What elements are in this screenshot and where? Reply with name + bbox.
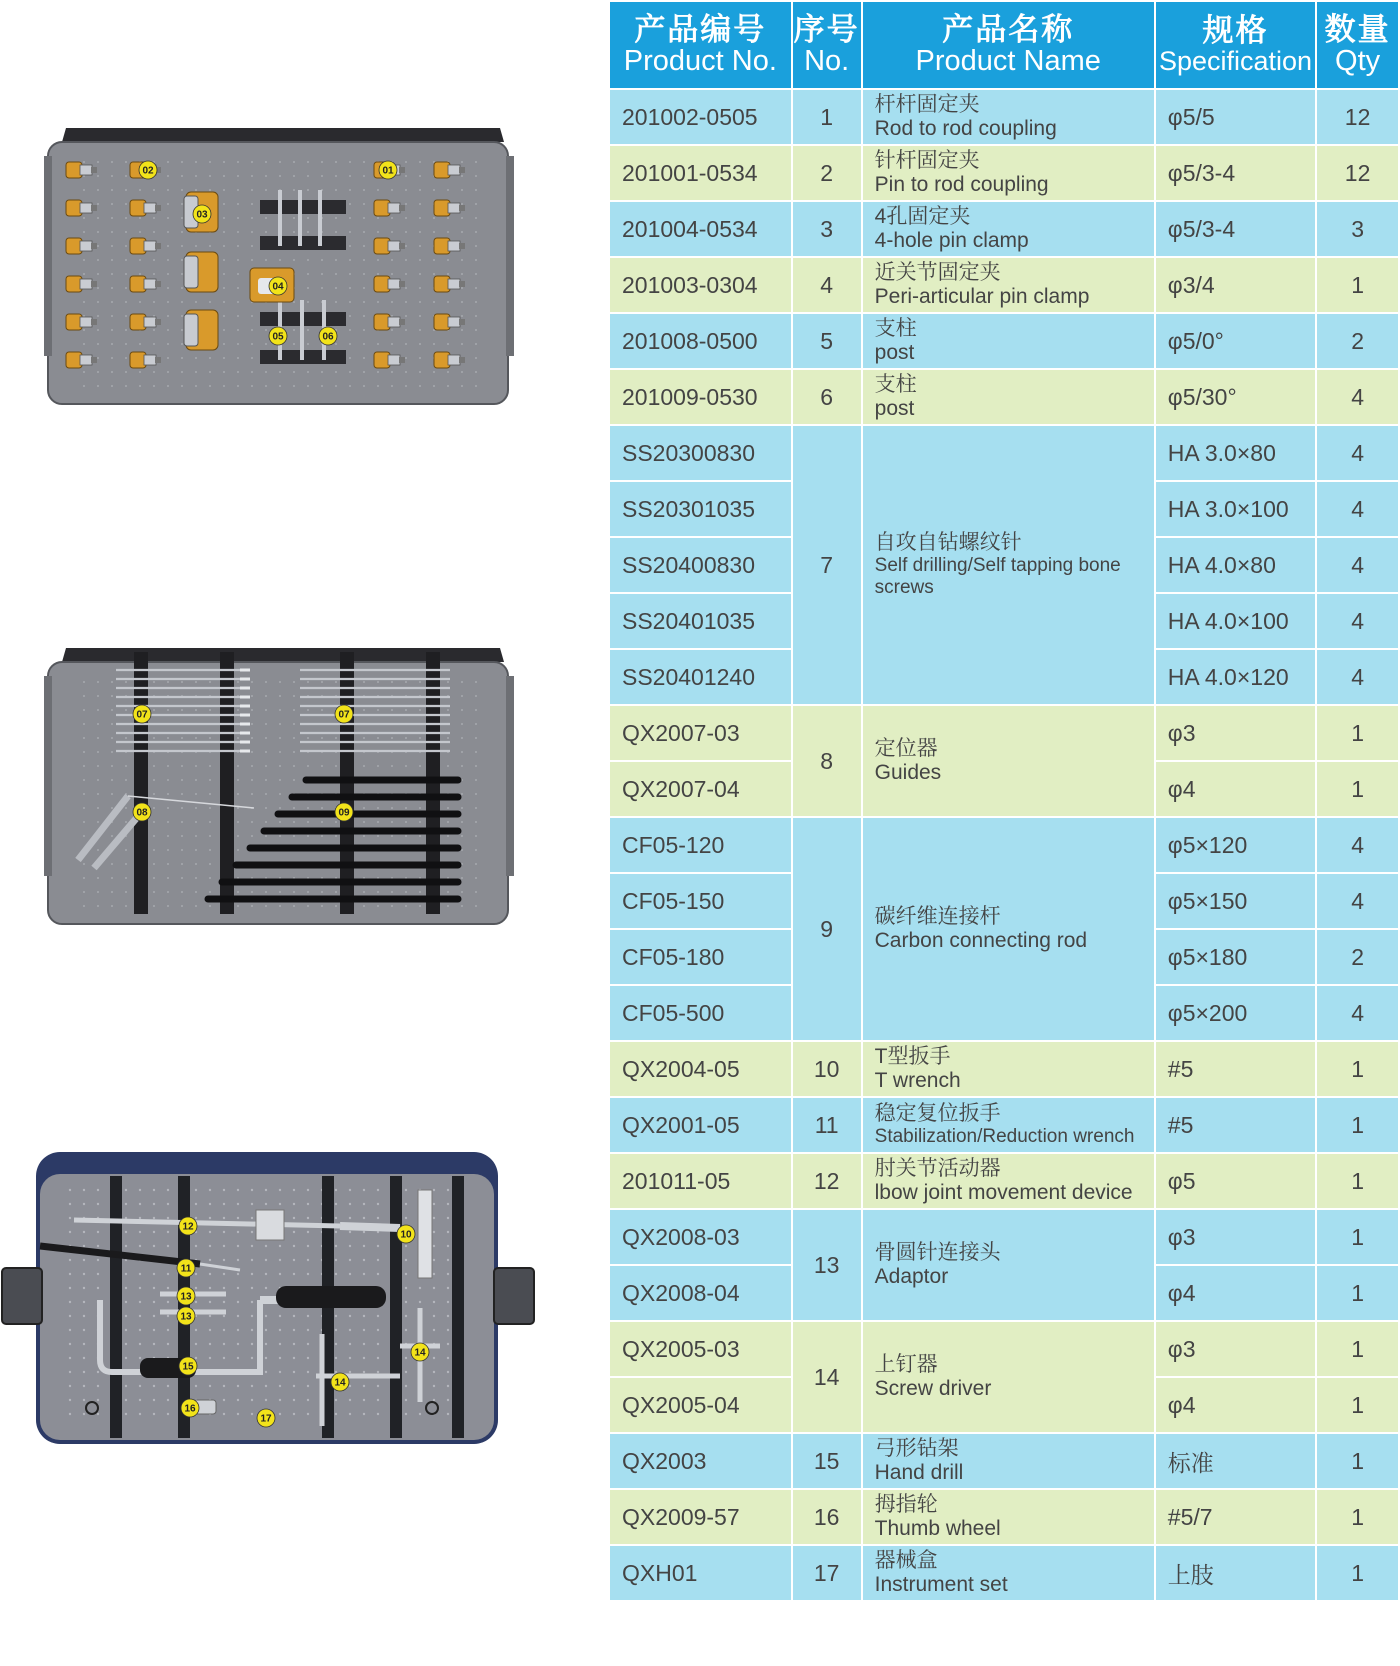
table-row bbox=[610, 1210, 1398, 1264]
quantity-cell: 4 bbox=[1317, 370, 1398, 424]
product-code-cell: QX2005-03 bbox=[610, 1322, 791, 1376]
product-name-zh: 近关节固定夹 bbox=[874, 260, 1001, 284]
product-name-cell bbox=[863, 706, 1154, 816]
product-name-zh: 弓形钻架 bbox=[874, 1436, 959, 1460]
quantity-cell: 1 bbox=[1317, 1098, 1398, 1152]
holder-rail bbox=[390, 1176, 402, 1438]
table-row bbox=[610, 370, 1398, 424]
table-row bbox=[610, 1154, 1398, 1208]
specification-cell: HA 4.0×120 bbox=[1156, 650, 1315, 704]
quantity-cell: 1 bbox=[1317, 762, 1398, 816]
table-row bbox=[610, 706, 1398, 760]
product-name-en: 4-hole pin clamp bbox=[874, 229, 1029, 252]
quantity-cell: 4 bbox=[1317, 426, 1398, 480]
callout-label: 06 bbox=[322, 331, 334, 343]
holder-rail bbox=[220, 652, 234, 914]
specification-cell: φ4 bbox=[1156, 1266, 1315, 1320]
specification-cell: 上肢 bbox=[1156, 1546, 1315, 1600]
callout-label: 14 bbox=[414, 1347, 426, 1359]
specification-cell: HA 3.0×80 bbox=[1156, 426, 1315, 480]
quantity-cell: 1 bbox=[1317, 1154, 1398, 1208]
product-name-zh: 定位器 bbox=[874, 736, 938, 760]
product-name-cell bbox=[863, 818, 1154, 1040]
quantity-cell: 1 bbox=[1317, 1210, 1398, 1264]
item-number-cell: 3 bbox=[793, 202, 861, 256]
quantity-cell: 12 bbox=[1317, 90, 1398, 144]
four-hole-pin-clamp bbox=[184, 252, 218, 292]
item-number-cell: 8 bbox=[793, 706, 861, 816]
product-code-cell: SS20401035 bbox=[610, 594, 791, 648]
product-code-cell: 201008-0500 bbox=[610, 314, 791, 368]
quantity-cell: 2 bbox=[1317, 930, 1398, 984]
product-name-zh: 骨圆针连接头 bbox=[874, 1240, 1001, 1264]
specification-cell: φ5×200 bbox=[1156, 986, 1315, 1040]
quantity-cell: 1 bbox=[1317, 1266, 1398, 1320]
callout-label: 08 bbox=[136, 807, 148, 819]
specification-cell: φ3 bbox=[1156, 1210, 1315, 1264]
product-name-zh: 稳定复位扳手 bbox=[874, 1102, 1001, 1125]
header-no-zh: 序号 bbox=[793, 11, 860, 47]
callout-label: 16 bbox=[184, 1403, 196, 1415]
specification-cell: φ5/5 bbox=[1156, 90, 1315, 144]
specification-cell: φ5/3-4 bbox=[1156, 146, 1315, 200]
quantity-cell: 2 bbox=[1317, 314, 1398, 368]
header-product-no-en: Product No. bbox=[623, 45, 777, 78]
product-name-cell bbox=[863, 1546, 1154, 1600]
header-no bbox=[793, 2, 861, 88]
item-number-cell: 16 bbox=[793, 1490, 861, 1544]
holder-rail bbox=[134, 652, 148, 914]
product-name-cell bbox=[863, 1490, 1154, 1544]
callout-label: 17 bbox=[260, 1413, 272, 1425]
product-code-cell: QXH01 bbox=[610, 1546, 791, 1600]
callout-label: 01 bbox=[382, 165, 394, 177]
product-name-zh: 4孔固定夹 bbox=[874, 204, 971, 228]
callout-marker bbox=[269, 327, 287, 345]
tray-instruments bbox=[0, 1150, 540, 1450]
product-code-cell: SS20400830 bbox=[610, 538, 791, 592]
callout-label: 07 bbox=[338, 709, 350, 721]
header-qty-zh: 数量 bbox=[1324, 11, 1391, 47]
tray-pins-rods bbox=[44, 648, 514, 928]
product-name-cell bbox=[863, 258, 1154, 312]
tray-instruments-image bbox=[0, 1150, 540, 1450]
product-code-cell: QX2009-57 bbox=[610, 1490, 791, 1544]
table-row bbox=[610, 818, 1398, 872]
callout-marker bbox=[379, 161, 397, 179]
specification-cell: HA 4.0×100 bbox=[1156, 594, 1315, 648]
product-name-zh: 上钉器 bbox=[874, 1352, 938, 1376]
callout-label: 09 bbox=[338, 807, 350, 819]
four-hole-pin-clamp bbox=[184, 310, 218, 350]
product-name-en: lbow joint movement device bbox=[874, 1181, 1133, 1204]
item-number-cell: 4 bbox=[793, 258, 861, 312]
product-name-cell bbox=[863, 90, 1154, 144]
product-name-en: Thumb wheel bbox=[874, 1517, 1001, 1540]
item-number-cell: 11 bbox=[793, 1098, 861, 1152]
specification-cell: #5/7 bbox=[1156, 1490, 1315, 1544]
callout-marker bbox=[335, 705, 353, 723]
callout-marker bbox=[177, 1259, 195, 1277]
quantity-cell: 4 bbox=[1317, 874, 1398, 928]
quantity-cell: 4 bbox=[1317, 538, 1398, 592]
product-name-en: Pin to rod coupling bbox=[874, 173, 1049, 196]
quantity-cell: 1 bbox=[1317, 1042, 1398, 1096]
specification-cell: HA 3.0×100 bbox=[1156, 482, 1315, 536]
table-row bbox=[610, 1098, 1398, 1152]
product-name-en: Rod to rod coupling bbox=[874, 117, 1057, 140]
product-code-cell: QX2004-05 bbox=[610, 1042, 791, 1096]
product-code-cell: QX2008-03 bbox=[610, 1210, 791, 1264]
product-name-en: T wrench bbox=[874, 1069, 961, 1092]
item-number-cell: 2 bbox=[793, 146, 861, 200]
product-code-cell: CF05-180 bbox=[610, 930, 791, 984]
product-name-en: Guides bbox=[874, 761, 942, 784]
product-code-cell: 201003-0304 bbox=[610, 258, 791, 312]
header-specification-zh: 规格 bbox=[1202, 12, 1269, 48]
callout-label: 12 bbox=[182, 1221, 194, 1233]
callout-label: 13 bbox=[180, 1291, 192, 1303]
product-code-cell: 201011-05 bbox=[610, 1154, 791, 1208]
table-row bbox=[610, 146, 1398, 200]
item-number-cell: 15 bbox=[793, 1434, 861, 1488]
item-number-cell: 5 bbox=[793, 314, 861, 368]
product-name-en: Instrument set bbox=[874, 1573, 1008, 1596]
header-qty-en: Qty bbox=[1335, 45, 1381, 78]
product-name-cell bbox=[863, 1322, 1154, 1432]
header-product-name bbox=[863, 2, 1154, 88]
quantity-cell: 4 bbox=[1317, 650, 1398, 704]
specification-cell: φ5/0° bbox=[1156, 314, 1315, 368]
product-code-cell: QX2003 bbox=[610, 1434, 791, 1488]
product-code-cell: CF05-120 bbox=[610, 818, 791, 872]
product-name-zh: 杆杆固定夹 bbox=[874, 92, 980, 116]
specification-cell: φ4 bbox=[1156, 1378, 1315, 1432]
callout-marker bbox=[193, 205, 211, 223]
callout-marker bbox=[133, 705, 151, 723]
product-name-zh: 支柱 bbox=[874, 316, 917, 340]
callout-label: 11 bbox=[180, 1263, 192, 1275]
specification-cell: φ5×120 bbox=[1156, 818, 1315, 872]
product-name-zh: 碳纤维连接杆 bbox=[874, 904, 1001, 928]
product-name-zh: 针杆固定夹 bbox=[874, 148, 980, 172]
callout-marker bbox=[179, 1357, 197, 1375]
specification-cell: φ5×180 bbox=[1156, 930, 1315, 984]
quantity-cell: 4 bbox=[1317, 818, 1398, 872]
header-product-no bbox=[610, 2, 791, 88]
quantity-cell: 4 bbox=[1317, 482, 1398, 536]
holder-rail bbox=[452, 1176, 464, 1438]
quantity-cell: 4 bbox=[1317, 594, 1398, 648]
quantity-cell: 1 bbox=[1317, 1378, 1398, 1432]
product-code-cell: QX2007-04 bbox=[610, 762, 791, 816]
table-row bbox=[610, 1322, 1398, 1376]
product-name-zh: 支柱 bbox=[874, 372, 917, 396]
product-code-cell: SS20401240 bbox=[610, 650, 791, 704]
quantity-cell: 1 bbox=[1317, 706, 1398, 760]
callout-marker bbox=[177, 1287, 195, 1305]
holder-rail bbox=[110, 1176, 122, 1438]
product-name-en: post bbox=[874, 341, 915, 364]
product-name-cell bbox=[863, 1210, 1154, 1320]
callout-marker bbox=[133, 803, 151, 821]
tray-clamps bbox=[44, 128, 514, 408]
callout-marker bbox=[179, 1217, 197, 1235]
product-code-cell: SS20300830 bbox=[610, 426, 791, 480]
product-code-cell: QX2008-04 bbox=[610, 1266, 791, 1320]
header-product-name-en: Product Name bbox=[915, 45, 1101, 78]
product-name-zh: T型扳手 bbox=[874, 1044, 951, 1068]
table-row bbox=[610, 1546, 1398, 1600]
item-number-cell: 7 bbox=[793, 426, 861, 704]
header-specification-en: Specification bbox=[1158, 46, 1313, 77]
callout-label: 14 bbox=[334, 1377, 346, 1389]
product-name-cell bbox=[863, 1154, 1154, 1208]
callout-label: 04 bbox=[272, 281, 284, 293]
item-number-cell: 17 bbox=[793, 1546, 861, 1600]
table-header-row bbox=[610, 2, 1398, 88]
callout-label: 02 bbox=[142, 165, 154, 177]
product-name-zh: 器械盒 bbox=[874, 1548, 938, 1572]
specification-cell: HA 4.0×80 bbox=[1156, 538, 1315, 592]
product-code-cell: 201001-0534 bbox=[610, 146, 791, 200]
specification-cell: φ4 bbox=[1156, 762, 1315, 816]
item-number-cell: 12 bbox=[793, 1154, 861, 1208]
callout-marker bbox=[335, 803, 353, 821]
callout-marker bbox=[139, 161, 157, 179]
quantity-cell: 1 bbox=[1317, 1490, 1398, 1544]
product-code-cell: 201004-0534 bbox=[610, 202, 791, 256]
tray-pins-rods-image bbox=[44, 648, 514, 928]
header-product-name-zh: 产品名称 bbox=[942, 11, 1075, 47]
product-name-en: post bbox=[874, 397, 915, 420]
table-body bbox=[610, 90, 1398, 1600]
item-number-cell: 9 bbox=[793, 818, 861, 1040]
product-name-cell bbox=[863, 1098, 1154, 1152]
table-row bbox=[610, 258, 1398, 312]
specification-cell: 标准 bbox=[1156, 1434, 1315, 1488]
specification-cell: φ5/3-4 bbox=[1156, 202, 1315, 256]
specification-cell: #5 bbox=[1156, 1042, 1315, 1096]
item-number-cell: 6 bbox=[793, 370, 861, 424]
product-name-zh: 自攻自钻螺纹针 bbox=[874, 531, 1022, 555]
product-name-en: Stabilization/Reduction wrench bbox=[874, 1126, 1135, 1148]
specification-cell: φ3 bbox=[1156, 1322, 1315, 1376]
callout-marker bbox=[319, 327, 337, 345]
product-name-cell bbox=[863, 202, 1154, 256]
item-number-cell: 10 bbox=[793, 1042, 861, 1096]
product-name-en: Peri-articular pin clamp bbox=[874, 285, 1090, 308]
table-row bbox=[610, 314, 1398, 368]
product-table bbox=[608, 0, 1400, 1602]
product-name-en: Self drilling/Self tapping bone screws bbox=[874, 555, 1121, 599]
specification-cell: φ5/30° bbox=[1156, 370, 1315, 424]
product-code-cell: QX2005-04 bbox=[610, 1378, 791, 1432]
quantity-cell: 1 bbox=[1317, 1546, 1398, 1600]
product-code-cell: SS20301035 bbox=[610, 482, 791, 536]
product-code-cell: 201009-0530 bbox=[610, 370, 791, 424]
table-row bbox=[610, 202, 1398, 256]
product-name-en: Carbon connecting rod bbox=[874, 929, 1088, 952]
product-name-cell bbox=[863, 370, 1154, 424]
quantity-cell: 3 bbox=[1317, 202, 1398, 256]
item-number-cell: 13 bbox=[793, 1210, 861, 1320]
quantity-cell: 4 bbox=[1317, 986, 1398, 1040]
product-name-cell bbox=[863, 426, 1154, 704]
tray-clamps-image bbox=[44, 128, 514, 408]
product-name-en: Hand drill bbox=[874, 1461, 964, 1484]
item-number-cell: 1 bbox=[793, 90, 861, 144]
callout-label: 05 bbox=[272, 331, 284, 343]
item-number-cell: 14 bbox=[793, 1322, 861, 1432]
callout-marker bbox=[397, 1225, 415, 1243]
callout-label: 15 bbox=[182, 1361, 194, 1373]
product-code-cell: CF05-500 bbox=[610, 986, 791, 1040]
specification-cell: φ3/4 bbox=[1156, 258, 1315, 312]
table-row bbox=[610, 90, 1398, 144]
header-no-en: No. bbox=[804, 45, 850, 78]
product-name-en: Screw driver bbox=[874, 1377, 992, 1400]
callout-marker bbox=[331, 1373, 349, 1391]
header-product-no-zh: 产品编号 bbox=[634, 11, 767, 47]
product-table-container bbox=[608, 0, 1400, 1666]
specification-cell: φ5×150 bbox=[1156, 874, 1315, 928]
quantity-cell: 1 bbox=[1317, 1434, 1398, 1488]
callout-label: 13 bbox=[180, 1311, 192, 1323]
table-row bbox=[610, 426, 1398, 480]
product-code-cell: 201002-0505 bbox=[610, 90, 791, 144]
header-specification bbox=[1156, 2, 1315, 88]
quantity-cell: 12 bbox=[1317, 146, 1398, 200]
product-name-cell bbox=[863, 314, 1154, 368]
table-row bbox=[610, 1042, 1398, 1096]
quantity-cell: 1 bbox=[1317, 258, 1398, 312]
callout-marker bbox=[177, 1307, 195, 1325]
product-name-cell bbox=[863, 1042, 1154, 1096]
specification-cell: #5 bbox=[1156, 1098, 1315, 1152]
product-code-cell: CF05-150 bbox=[610, 874, 791, 928]
callout-marker bbox=[181, 1399, 199, 1417]
callout-marker bbox=[411, 1343, 429, 1361]
product-name-zh: 拇指轮 bbox=[874, 1492, 938, 1516]
table-row bbox=[610, 1434, 1398, 1488]
product-name-cell bbox=[863, 146, 1154, 200]
callout-marker bbox=[257, 1409, 275, 1427]
header-qty bbox=[1317, 2, 1398, 88]
callout-marker bbox=[269, 277, 287, 295]
callout-label: 07 bbox=[136, 709, 148, 721]
product-code-cell: QX2001-05 bbox=[610, 1098, 791, 1152]
product-name-cell bbox=[863, 1434, 1154, 1488]
callout-label: 10 bbox=[400, 1229, 412, 1241]
specification-cell: φ3 bbox=[1156, 706, 1315, 760]
quantity-cell: 1 bbox=[1317, 1322, 1398, 1376]
product-name-zh: 肘关节活动器 bbox=[874, 1156, 1001, 1180]
product-code-cell: QX2007-03 bbox=[610, 706, 791, 760]
callout-label: 03 bbox=[196, 209, 208, 221]
product-name-en: Adaptor bbox=[874, 1265, 949, 1288]
table-row bbox=[610, 1490, 1398, 1544]
specification-cell: φ5 bbox=[1156, 1154, 1315, 1208]
